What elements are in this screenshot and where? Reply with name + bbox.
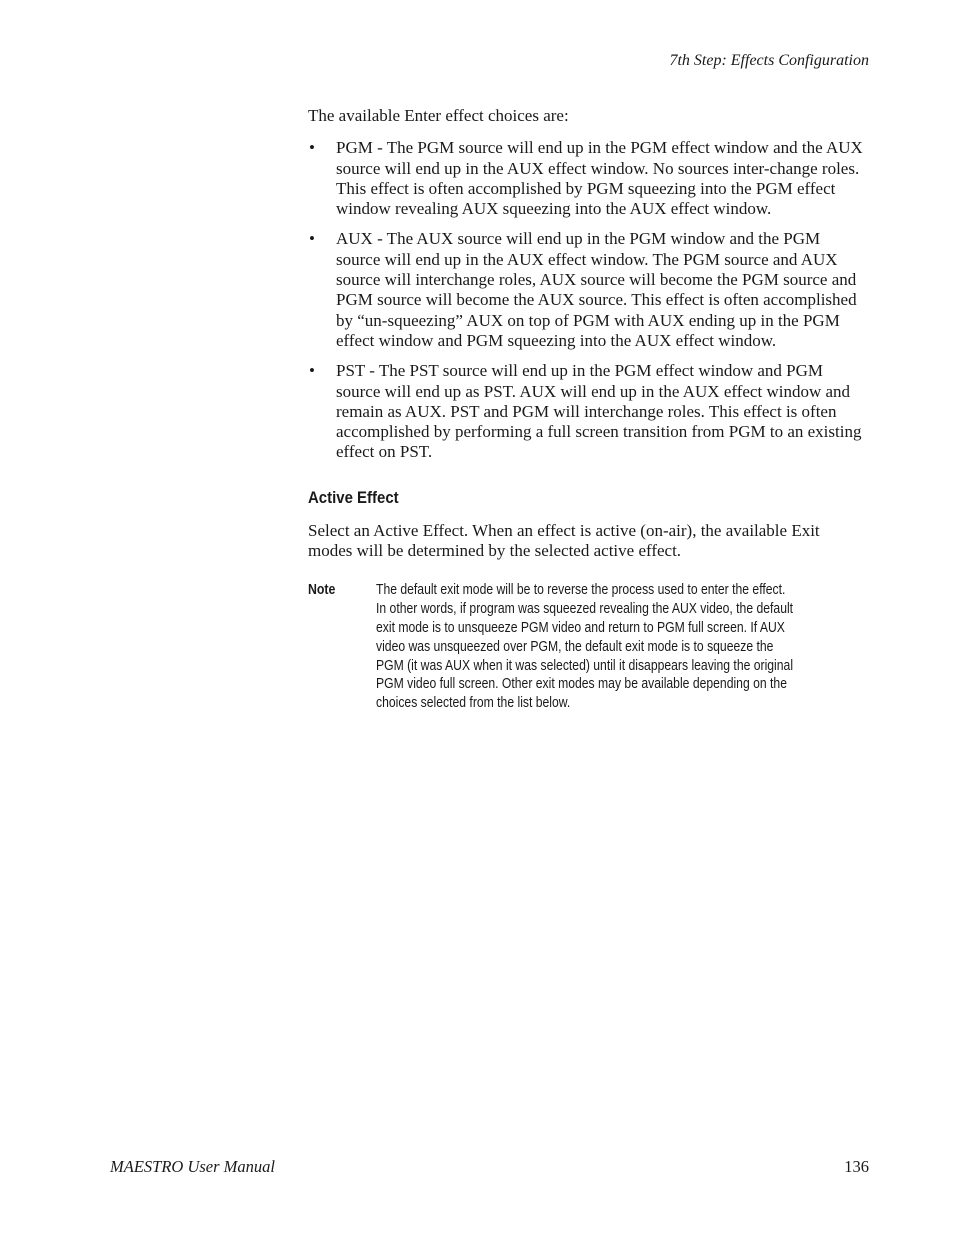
enter-effect-choices-list (308, 138, 868, 462)
active-effect-paragraph: Select an Active Effect. When an effect is active (on-air), the available Exit modes will be determined by the selected active effect. (308, 520, 820, 561)
note-line: PGM video full screen. Other exit modes may be available depending on the (376, 676, 787, 693)
page-number: 136 (844, 1157, 869, 1176)
note-line: The default exit mode will be to reverse the process used to enter the effect. (376, 582, 786, 599)
note-line: choices selected from the list below. (376, 695, 571, 712)
bullet-icon: • (309, 138, 315, 158)
note-text (376, 581, 868, 713)
list-item-text: PGM - The PGM source will end up in the PGM effect window and the AUX source will end up in the AUX effect window. No sources inter-change roles. This effect is often accomplished by PGM squeezing into the PGM effect window revealing AUX squeezing into the AUX effect window. (336, 138, 863, 219)
footer-manual-title: MAESTRO User Manual (110, 1157, 275, 1176)
bullet-icon: • (309, 229, 315, 249)
note-block (308, 581, 868, 713)
list-item-text: AUX - The AUX source will end up in the PGM window and the PGM source will end up in the AUX effect window. The PGM source and AUX source will interchange roles, AUX source will become the PGM source and PGM source will become the AUX source. This effect is often accomplished by “un-squeezing” AUX on top of PGM with AUX ending up in the PGM effect window and PGM squeezing into the AUX effect window. (336, 229, 857, 350)
section-heading-active-effect: Active Effect (308, 487, 399, 507)
list-item-text: PST - The PST source will end up in the PGM effect window and PGM source will end up as PST. AUX will end up in the AUX effect window and remain as AUX. PST and PGM will interchange roles. This effect is often accomplished by performing a full screen transition from PGM to an existing effect on PST. (336, 361, 862, 462)
note-label: Note (308, 582, 336, 599)
main-content (308, 106, 868, 713)
note-line: In other words, if program was squeezed revealing the AUX video, the default (376, 601, 794, 618)
list-item-aux (308, 229, 868, 351)
bullet-icon: • (309, 361, 315, 381)
running-header: 7th Step: Effects Configuration (669, 52, 869, 69)
list-item-pst (308, 361, 868, 462)
note-line: exit mode is to unsqueeze PGM video and return to PGM full screen. If AUX (376, 619, 785, 636)
intro-paragraph: The available Enter effect choices are: (308, 106, 569, 125)
note-line: PGM (it was AUX when it was selected) until it disappears leaving the original (376, 657, 794, 674)
note-line: video was unsqueezed over PGM, the default exit mode is to squeeze the (376, 638, 774, 655)
list-item-pgm (308, 138, 868, 219)
